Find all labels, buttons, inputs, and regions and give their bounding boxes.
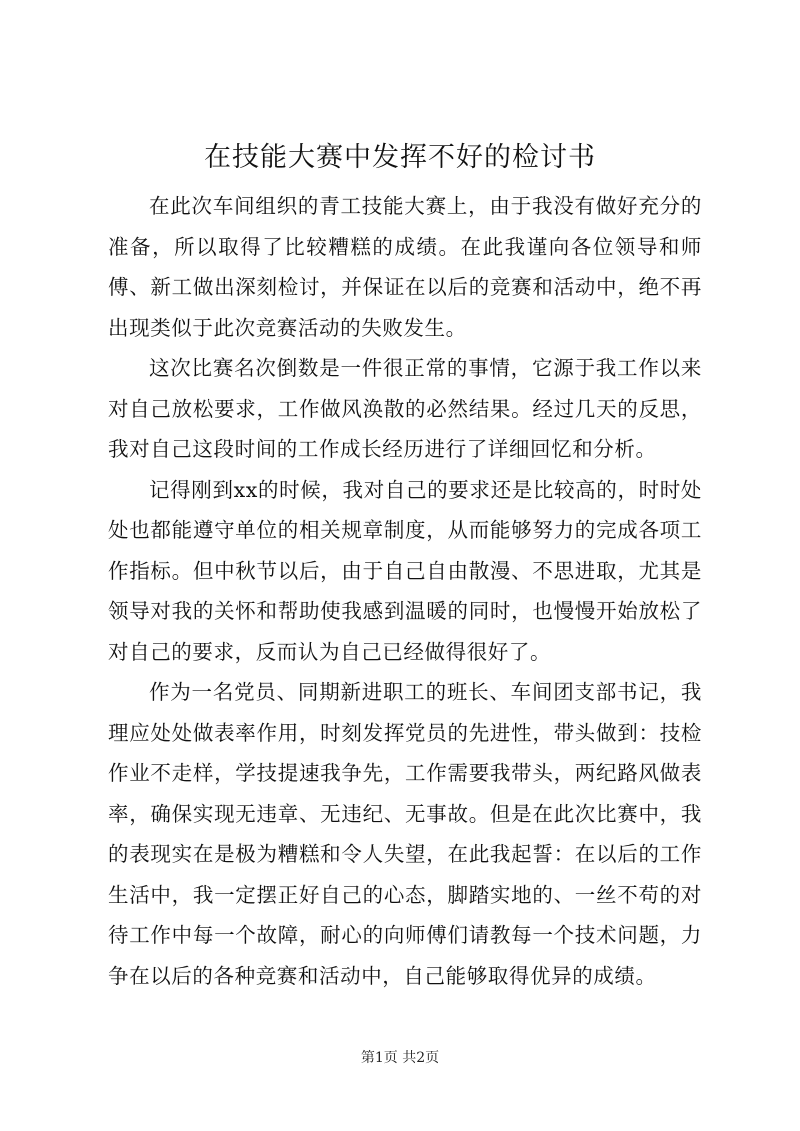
paragraph-4: 作为一名党员、同期新进职工的班长、车间团支部书记，我理应处处做表率作用，时刻发挥党员的先进性，带头做到：技检作业不走样，学技提速我争先，工作需要我带头，两纪路风做表率，确保实现无违章、无违纪、无事故。但是在此次比赛中，我的表现实在是极为糟糕和令人失望，在此我起誓：在以后的工作生活中，我一定摆正好自己的心态，脚踏实地的、一丝不苟的对待工作中每一个故障，耐心的向师傅们请教每一个技术问题，力争在以后的各种竞赛和活动中，自己能够取得优异的成绩。 — [108, 680, 702, 988]
paragraph-2: 这次比赛名次倒数是一件很正常的事情，它源于我工作以来对自己放松要求，工作做风涣散的必然结果。经过几天的反思，我对自己这段时间的工作成长经历进行了详细回忆和分析。 — [108, 356, 702, 461]
page-number-footer: 第1页 共2页 — [360, 1050, 440, 1066]
paragraph-3: 记得刚到xx的时候，我对自己的要求还是比较高的，时时处处也都能遵守单位的相关规章制度，从而能够努力的完成各项工作指标。但中秋节以后，由于自己自由散漫、不思进取，尤其是领导对我的关怀和帮助使我感到温暖的同时，也慢慢开始放松了对自己的要求，反而认为自己已经做得很好了。 — [108, 477, 702, 664]
paragraph-1: 在此次车间组织的青工技能大赛上，由于我没有做好充分的准备，所以取得了比较糟糕的成绩。在此我谨向各位领导和师傅、新工做出深刻检讨，并保证在以后的竞赛和活动中，绝不再出现类似于此次竞赛活动的失败发生。 — [108, 194, 702, 340]
document-body — [108, 186, 702, 996]
document-title: 在技能大赛中发挥不好的检讨书 — [204, 142, 596, 173]
